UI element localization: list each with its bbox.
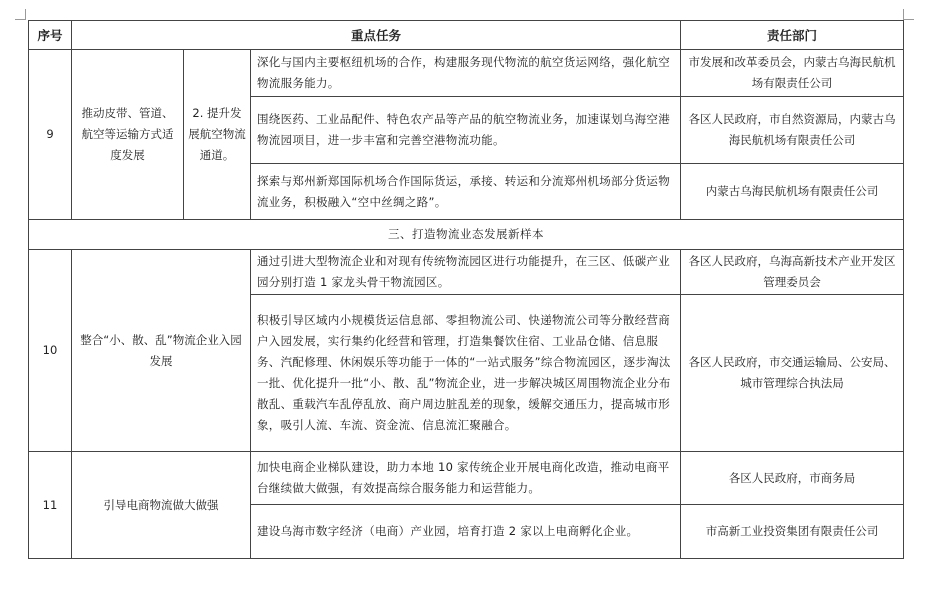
subcategory-cell: 2. 提升发展航空物流通道。: [184, 50, 251, 220]
section-title: 三、打造物流业态发展新样本: [29, 220, 904, 250]
dept-cell: 市发展和改革委员会，内蒙古乌海民航机场有限责任公司: [681, 50, 904, 97]
header-seq: 序号: [29, 21, 72, 50]
dept-cell: 各区人民政府，乌海高新技术产业开发区管理委员会: [681, 250, 904, 295]
dept-cell: 各区人民政府，市交通运输局、公安局、城市管理综合执法局: [681, 295, 904, 452]
category-cell: 引导电商物流做大做强: [72, 452, 251, 559]
dept-cell: 各区人民政府，市商务局: [681, 452, 904, 505]
page-corner-mark: [15, 9, 26, 20]
seq-cell: 11: [29, 452, 72, 559]
header-task: 重点任务: [72, 21, 681, 50]
section-row: [29, 220, 904, 250]
seq-cell: 10: [29, 250, 72, 452]
task-cell: 深化与国内主要枢纽机场的合作，构建服务现代物流的航空货运网络，强化航空物流服务能力。: [251, 50, 681, 97]
header-dept: 责任部门: [681, 21, 904, 50]
seq-cell: 9: [29, 50, 72, 220]
task-cell: 围绕医药、工业品配件、特色农产品等产品的航空物流业务，加速谋划乌海空港物流园项目，进一步丰富和完善空港物流功能。: [251, 97, 681, 164]
dept-cell: 各区人民政府，市自然资源局，内蒙古乌海民航机场有限责任公司: [681, 97, 904, 164]
task-cell: 积极引导区域内小规模货运信息部、零担物流公司、快递物流公司等分散经营商户入园发展，实行集约化经营和管理，打造集餐饮住宿、工业品仓储、信息服务、汽配修理、休闲娱乐等功能于一体的“一站式服务”综合物流园区，逐步淘汰一批、优化提升一批“小、散、乱”物流企业，进一步解决城区周围物流企业分布散乱、重载汽车乱停乱放、商户周边脏乱差的现象，缓解交通压力，提高城市形象，吸引人流、车流、资金流、信息流汇聚融合。: [251, 295, 681, 452]
dept-cell: 内蒙古乌海民航机场有限责任公司: [681, 164, 904, 220]
page-corner-mark: [903, 9, 914, 20]
table-row: [29, 50, 904, 97]
task-cell: 加快电商企业梯队建设，助力本地 10 家传统企业开展电商化改造，推动电商平台继续做大做强，有效提高综合服务能力和运营能力。: [251, 452, 681, 505]
dept-cell: 市高新工业投资集团有限责任公司: [681, 505, 904, 559]
table-row: [29, 452, 904, 505]
table-row: [29, 250, 904, 295]
task-table: [28, 20, 904, 559]
task-cell: 通过引进大型物流企业和对现有传统物流园区进行功能提升，在三区、低碳产业园分别打造 1 家龙头骨干物流园区。: [251, 250, 681, 295]
category-cell: 整合“小、散、乱”物流企业入园发展: [72, 250, 251, 452]
category-cell: 推动皮带、管道、航空等运输方式适度发展: [72, 50, 184, 220]
header-row: [29, 21, 904, 50]
task-cell: 建设乌海市数字经济（电商）产业园，培育打造 2 家以上电商孵化企业。: [251, 505, 681, 559]
task-cell: 探索与郑州新郑国际机场合作国际货运，承接、转运和分流郑州机场部分货运物流业务，积极融入“空中丝绸之路”。: [251, 164, 681, 220]
